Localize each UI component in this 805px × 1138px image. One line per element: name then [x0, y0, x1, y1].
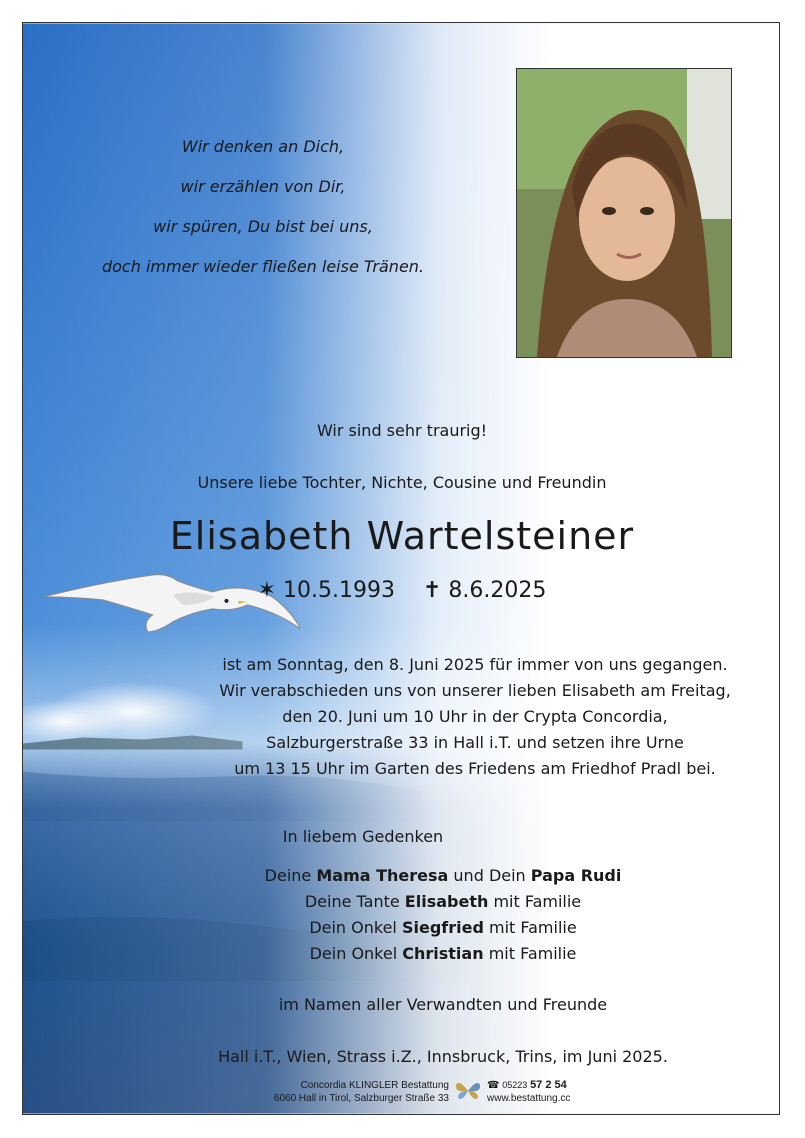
relatives-text: im Namen aller Verwandten und Freunde	[278, 995, 608, 1014]
mourner-line: Dein Onkel Siegfried mit Familie	[309, 918, 577, 937]
death-cross-icon: ✝	[422, 578, 442, 603]
parte-card	[22, 22, 780, 1115]
butterfly-logo-icon	[455, 1079, 481, 1103]
birth-star-icon: ✶	[257, 578, 277, 603]
places-text: Hall i.T., Wien, Strass i.Z., Innsbruck, Trins, im Juni 2025.	[218, 1047, 668, 1066]
body-line: ist am Sonntag, den 8. Juni 2025 für immer von uns gegangen.	[222, 655, 728, 674]
body-line: um 13 15 Uhr im Garten des Friedens am Friedhof Pradl bei.	[234, 759, 716, 778]
mourner-line: Deine Tante Elisabeth mit Familie	[304, 892, 582, 911]
funeral-home-contact	[487, 1079, 607, 1105]
poem	[53, 127, 473, 287]
funeral-home-name: Concordia KLINGLER Bestattung	[300, 1080, 449, 1091]
portrait-photo	[516, 68, 732, 358]
intro-text: Wir sind sehr traurig!	[316, 421, 488, 440]
website-link[interactable]: www.bestattung.cc	[487, 1093, 571, 1104]
body-line: Salzburgerstraße 33 in Hall i.T. und setzen ihre Urne	[266, 733, 684, 752]
announcement-body	[219, 652, 731, 782]
poem-line: wir spüren, Du bist bei uns,	[153, 217, 373, 236]
phone-line: ☎ 05223 57 2 54	[487, 1079, 567, 1091]
mourner-line: Deine Mama Theresa und Dein Papa Rudi	[264, 866, 622, 885]
relation-text: Unsere liebe Tochter, Nichte, Cousine und Freundin	[197, 473, 607, 492]
poem-line: doch immer wieder fließen leise Tränen.	[101, 257, 425, 276]
deceased-name: Elisabeth Wartelsteiner	[169, 514, 635, 558]
poem-line: Wir denken an Dich,	[181, 137, 345, 156]
funeral-home-address: 6060 Hall in Tirol, Salzburger Straße 33	[273, 1093, 449, 1104]
birth-date: 10.5.1993	[283, 578, 395, 603]
mourner-line: Dein Onkel Christian mit Familie	[309, 944, 577, 963]
mourners-list	[23, 863, 780, 967]
death-date: 8.6.2025	[448, 578, 547, 603]
memory-text: In liebem Gedenken	[282, 827, 444, 846]
body-line: Wir verabschieden uns von unserer lieben Elisabeth am Freitag,	[219, 681, 731, 700]
body-line: den 20. Juni um 10 Uhr in der Crypta Concordia,	[282, 707, 668, 726]
poem-line: wir erzählen von Dir,	[180, 177, 346, 196]
funeral-home-info	[269, 1079, 449, 1105]
phone-icon: ☎	[487, 1080, 500, 1091]
life-dates	[23, 578, 780, 603]
